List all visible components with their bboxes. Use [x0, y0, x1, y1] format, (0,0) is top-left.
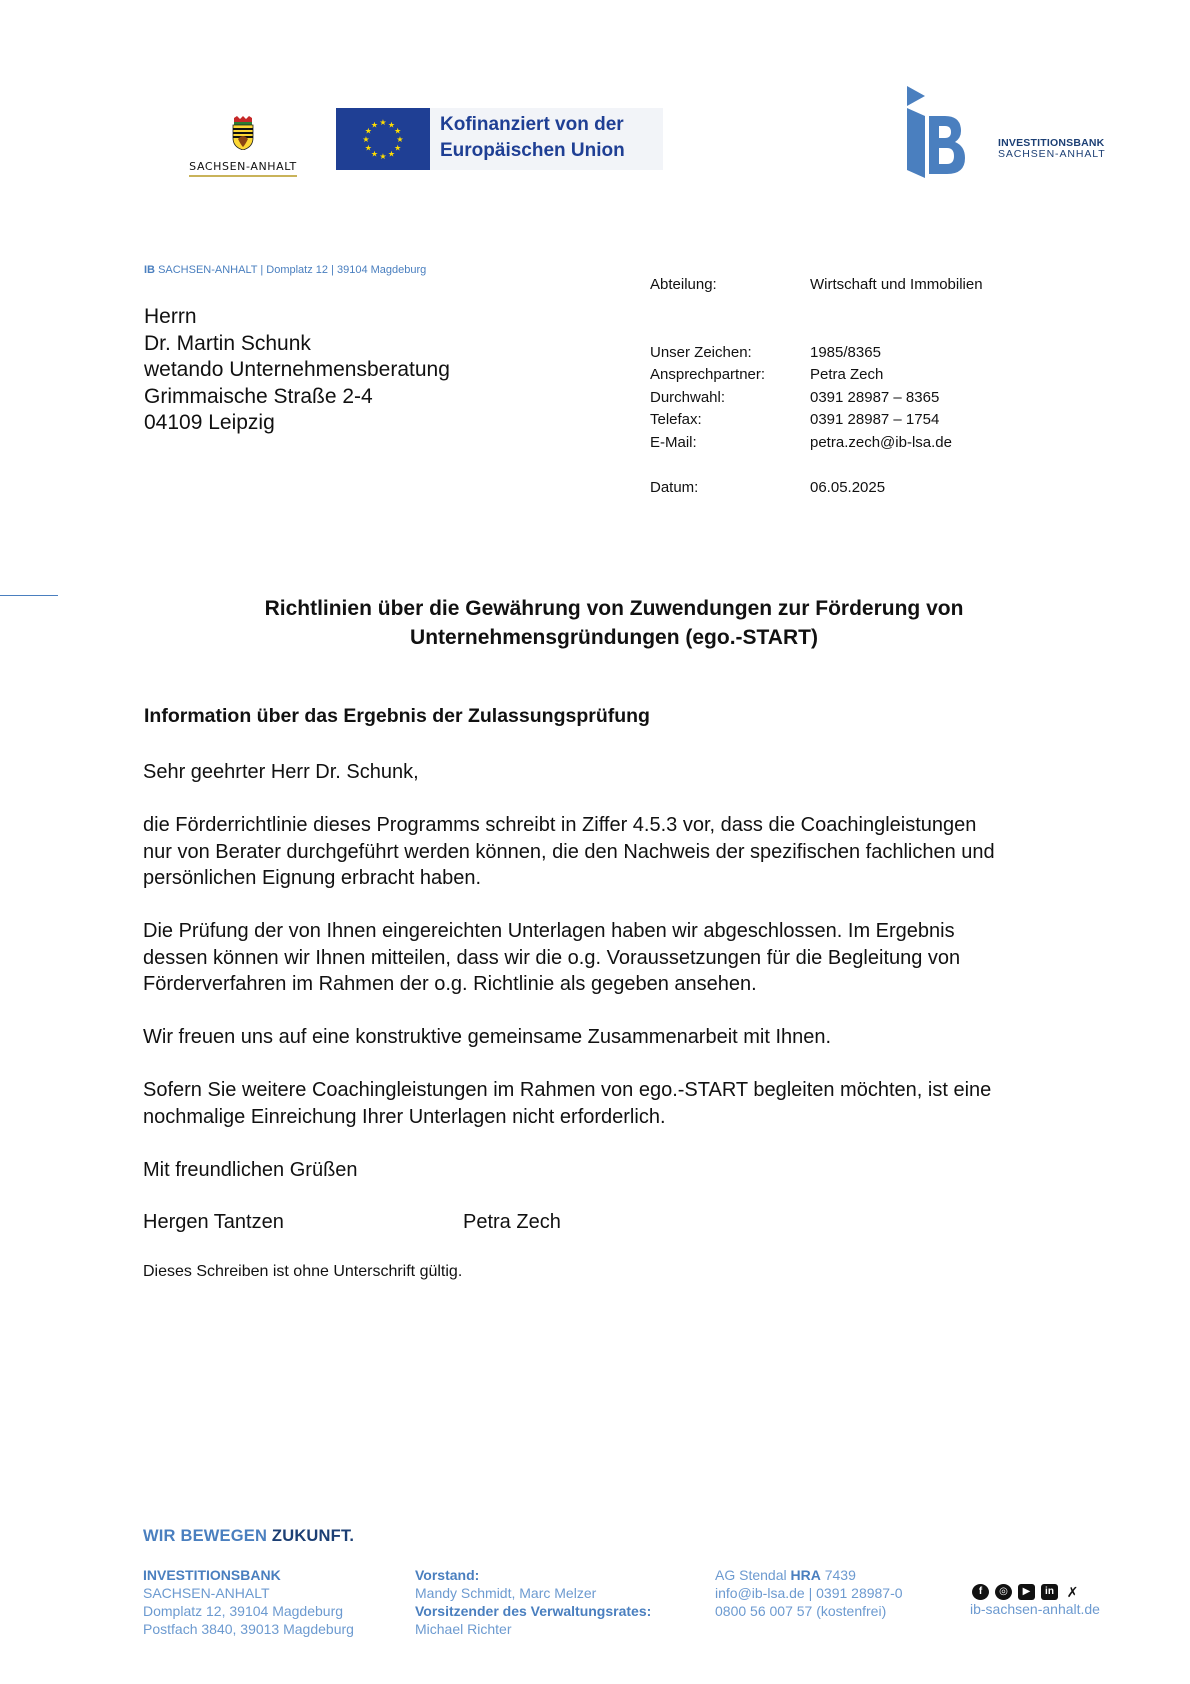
paragraph-line: Die Prüfung der von Ihnen eingereichten Unterlagen haben wir abgeschlossen. Im Ergebnis: [143, 920, 955, 942]
state-name: SACHSEN-ANHALT: [189, 160, 297, 173]
eu-text-line1: Kofinanziert von der: [440, 114, 624, 135]
footer-address: [143, 1566, 354, 1638]
footer-website[interactable]: ib-sachsen-anhalt.de: [970, 1601, 1100, 1617]
sender-address-line: [144, 264, 426, 276]
subject-line2: Unternehmensgründungen (ego.-START): [410, 626, 818, 649]
footer-register: [715, 1566, 903, 1620]
footer-council-chair: Michael Richter: [415, 1621, 512, 1637]
footer-board: [415, 1566, 651, 1638]
eu-star-icon: ★: [394, 143, 402, 153]
info-label: Abteilung:: [650, 276, 717, 293]
eu-star-icon: ★: [387, 149, 396, 159]
sender-text: SACHSEN-ANHALT | Domplatz 12 | 39104 Magdeburg: [158, 264, 427, 276]
info-value: 0391 28987 – 8365: [810, 388, 940, 406]
paragraph-line: dessen können wir Ihnen mitteilen, dass wir die o.g. Voraussetzungen für die Begleitung von: [143, 946, 961, 969]
fold-mark: [0, 595, 58, 596]
recipient-street: Grimmaische Straße 2-4: [144, 384, 373, 408]
footer-register-line: [715, 1566, 903, 1584]
signature-note: Dieses Schreiben ist ohne Unterschrift gültig.: [143, 1263, 463, 1280]
linkedin-icon[interactable]: in: [1041, 1584, 1058, 1600]
signer-name-2: Petra Zech: [463, 1211, 561, 1233]
paragraph-line: persönlichen Eignung erbracht haben.: [143, 867, 482, 889]
footer-board-members: Mandy Schmidt, Marc Melzer: [415, 1585, 597, 1601]
paragraph-line: die Förderrichtlinie dieses Programms schreibt in Ziffer 4.5.3 vor, dass die Coachingleistungen: [143, 814, 977, 836]
slogan-part2: ZUKUNFT.: [271, 1527, 355, 1545]
info-row-phone: [650, 389, 983, 412]
letter-closing: Mit freundlichen Grüßen: [143, 1159, 358, 1181]
ib-bank-name-line2: SACHSEN-ANHALT: [998, 148, 1106, 160]
logo-underline: [189, 175, 297, 177]
paragraph-4: [143, 1077, 1103, 1130]
ib-bank-name-line1: INVESTITIONSBANK: [998, 137, 1105, 149]
recipient-salutation: Herrn: [144, 305, 197, 328]
eu-star-icon: ★: [362, 135, 370, 144]
sender-prefix: IB: [144, 264, 155, 276]
footer-slogan: [143, 1527, 354, 1546]
info-value: 0391 28987 – 1754: [810, 411, 940, 428]
footer-hotline: 0800 56 007 57 (kostenfrei): [715, 1603, 887, 1619]
eu-star-icon: ★: [394, 126, 402, 136]
ib-logo-icon: [905, 86, 965, 178]
paragraph-3: Wir freuen uns auf eine konstruktive gemeinsame Zusammenarbeit mit Ihnen.: [143, 1026, 832, 1048]
info-label: Unser Zeichen:: [650, 343, 752, 361]
reference-info-block: [650, 276, 983, 502]
eu-star-icon: ★: [396, 135, 404, 144]
footer-line: Postfach 3840, 39013 Magdeburg: [143, 1621, 354, 1637]
letter-heading: Information über das Ergebnis der Zulassungsprüfung: [144, 705, 650, 727]
eu-star-icon: ★: [379, 118, 387, 127]
letter-subject: [144, 594, 1084, 652]
footer-court: AG Stendal: [715, 1567, 787, 1583]
ib-bank-name: [998, 138, 1106, 160]
footer-line: SACHSEN-ANHALT: [143, 1585, 270, 1601]
instagram-icon[interactable]: ◎: [995, 1584, 1012, 1600]
sachsen-anhalt-logo: [183, 116, 303, 176]
paragraph-line: Sofern Sie weitere Coachingleistungen im Rahmen von ego.-START begleiten möchten, ist eine: [143, 1079, 992, 1101]
info-row-contact: [650, 366, 983, 389]
footer-bank-title: INVESTITIONSBANK: [143, 1567, 281, 1583]
slogan-part1: WIR BEWEGEN: [143, 1527, 268, 1545]
info-label: Ansprechpartner:: [650, 366, 766, 383]
eu-text-line2: Europäischen Union: [440, 140, 625, 161]
eu-star-icon: ★: [379, 152, 387, 161]
info-value: 1985/8365: [810, 343, 881, 361]
recipient-city: 04109 Leipzig: [144, 411, 275, 434]
eu-star-icon: ★: [364, 126, 372, 136]
info-row-date: [650, 479, 983, 502]
info-row-fax: [650, 411, 983, 434]
paragraph-1: [143, 812, 1103, 892]
facebook-icon[interactable]: f: [972, 1584, 989, 1600]
eu-star-icon: ★: [370, 149, 379, 159]
info-row-reference: [650, 344, 983, 367]
eu-star-icon: ★: [364, 143, 372, 153]
recipient-address: [144, 304, 450, 437]
info-value: Wirtschaft und Immobilien: [810, 276, 983, 293]
info-row-email: [650, 434, 983, 457]
recipient-name: Dr. Martin Schunk: [144, 331, 311, 355]
coat-of-arms-icon: [228, 116, 258, 150]
eu-star-icon: ★: [387, 120, 396, 130]
info-label: Durchwahl:: [650, 388, 726, 406]
footer-council-title: Vorsitzender des Verwaltungsrates:: [415, 1603, 652, 1619]
footer-line: Domplatz 12, 39104 Magdeburg: [143, 1603, 344, 1619]
info-label: Datum:: [650, 479, 699, 496]
subject-line1: Richtlinien über die Gewährung von Zuwendungen zur Förderung von: [264, 597, 964, 620]
info-value: Petra Zech: [810, 366, 884, 383]
xing-icon[interactable]: ✗: [1066, 1584, 1079, 1600]
footer-board-title: Vorstand:: [415, 1567, 480, 1583]
signer-name-1: Hergen Tantzen: [143, 1211, 284, 1233]
eu-cofunding-text: [430, 108, 625, 170]
footer-reg-number: 7439: [824, 1567, 856, 1583]
letter-salutation: Sehr geehrter Herr Dr. Schunk,: [143, 761, 419, 783]
footer-reg-label: HRA: [790, 1567, 821, 1583]
info-label: Telefax:: [650, 411, 702, 428]
paragraph-2: [143, 918, 1103, 998]
info-value: 06.05.2025: [810, 479, 886, 496]
info-label: E-Mail:: [650, 433, 697, 451]
info-value: petra.zech@ib-lsa.de: [810, 433, 952, 451]
paragraph-line: Förderverfahren im Rahmen der o.g. Richtlinie als gegeben ansehen.: [143, 973, 757, 995]
eu-flag-icon: [336, 108, 430, 170]
paragraph-line: nur von Berater durchgeführt werden können, die den Nachweis der spezifischen fachlichen und: [143, 840, 995, 863]
info-row-department: [650, 276, 983, 299]
eu-cofunding-logo: [336, 108, 663, 170]
footer-contact-line: info@ib-lsa.de | 0391 28987-0: [715, 1585, 903, 1601]
recipient-company: wetando Unternehmensberatung: [144, 358, 450, 381]
eu-star-icon: ★: [370, 120, 379, 130]
youtube-icon[interactable]: ▶: [1018, 1584, 1035, 1600]
footer-social: [970, 1566, 1100, 1618]
social-icons: [972, 1584, 1100, 1600]
paragraph-line: nochmalige Einreichung Ihrer Unterlagen nicht erforderlich.: [143, 1105, 666, 1128]
